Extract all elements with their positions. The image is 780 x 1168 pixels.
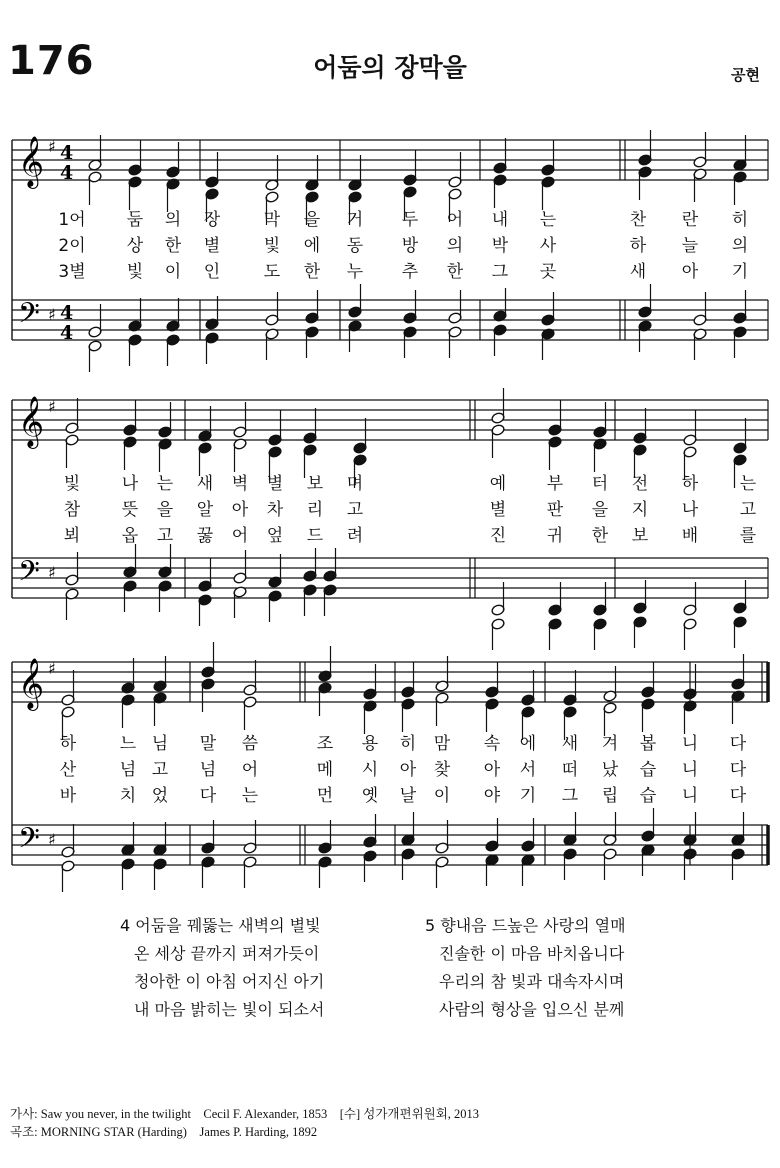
- lyric-syllable: 말: [199, 734, 217, 754]
- lyric-syllable: 진: [489, 526, 507, 546]
- lyric-syllable: 어: [241, 760, 259, 780]
- lyric-syllable: 히: [399, 734, 417, 754]
- key-signature-sharp: ♯: [48, 137, 56, 156]
- lyric-syllable: 둠: [126, 210, 144, 230]
- treble-clef: 𝄞: [18, 136, 45, 187]
- lyric-syllable: 막: [263, 210, 281, 230]
- verse-line: 내 마음 밝히는 빛이 되소서: [134, 1000, 325, 1019]
- lyric-syllable: 전: [631, 474, 649, 494]
- hymn-number: 176: [8, 38, 95, 84]
- hymn-title: 어둠의 장막을: [313, 53, 467, 82]
- lyric-syllable: 한: [164, 236, 182, 256]
- lyric-syllable: 속: [483, 734, 501, 754]
- lyric-row: [0, 260, 780, 284]
- lyric-syllable: 넘: [199, 760, 217, 780]
- lyric-syllable: 씀: [241, 734, 259, 754]
- lyric-syllable: 치: [119, 786, 137, 806]
- lyric-syllable: 차: [266, 500, 284, 520]
- lyric-syllable: 부: [546, 474, 564, 494]
- lyric-row: [0, 208, 780, 232]
- lyric-syllable: 박: [491, 236, 509, 256]
- lyric-syllable: 먼: [316, 786, 334, 806]
- verse-line: 진솔한 이 마음 바치옵니다: [439, 944, 625, 963]
- lyric-syllable: 을: [303, 210, 321, 230]
- lyric-syllable: 립: [601, 786, 619, 806]
- lyric-syllable: 상: [126, 236, 144, 256]
- lyric-syllable: 꿇: [196, 526, 214, 546]
- time-signature: 4: [60, 162, 74, 184]
- lyric-syllable: 아: [483, 760, 501, 780]
- lyric-syllable: 빛: [63, 474, 81, 494]
- lyric-syllable: 나: [681, 500, 699, 520]
- lyric-syllable: 새: [561, 734, 579, 754]
- lyric-syllable: 방: [401, 236, 419, 256]
- lyric-row: [0, 234, 780, 258]
- lyric-syllable: 바: [59, 786, 77, 806]
- lyric-syllable: 엎: [266, 526, 284, 546]
- lyric-syllable: 님: [151, 734, 169, 754]
- lyric-syllable: 떠: [561, 760, 579, 780]
- verse-line: 청아한 이 아침 어지신 아기: [134, 972, 325, 991]
- lyric-syllable: 고: [156, 526, 174, 546]
- lyric-syllable: 참: [63, 500, 81, 520]
- lyric-syllable: 알: [196, 500, 214, 520]
- lyric-syllable: 빛: [126, 262, 144, 282]
- lyric-syllable: 니: [681, 786, 699, 806]
- hymn-category: 공현: [731, 66, 760, 84]
- lyric-syllable: 배: [681, 526, 699, 546]
- lyric-row: [0, 758, 780, 782]
- time-signature: 4: [60, 142, 74, 164]
- lyric-syllable: 예: [489, 474, 507, 494]
- lyric-syllable: 1어: [58, 210, 86, 230]
- lyric-syllable: 한: [303, 262, 321, 282]
- lyric-syllable: 봅: [639, 734, 657, 754]
- lyric-syllable: 별: [266, 474, 284, 494]
- lyric-syllable: 히: [731, 210, 749, 230]
- time-signature: 4: [60, 322, 74, 344]
- lyric-syllable: 아: [399, 760, 417, 780]
- lyric-syllable: 넘: [119, 760, 137, 780]
- bass-clef: 𝄢: [18, 297, 40, 337]
- lyric-syllable: 장: [203, 210, 221, 230]
- lyric-syllable: 벽: [231, 474, 249, 494]
- lyric-syllable: 의: [164, 210, 182, 230]
- lyric-syllable: 인: [203, 262, 221, 282]
- lyric-row: [0, 498, 780, 522]
- verse-line: 4 어둠을 꿰뚫는 새벽의 별빛: [120, 916, 321, 935]
- verse-line: 5 향내음 드높은 사랑의 열매: [425, 916, 626, 935]
- lyric-syllable: 다: [729, 760, 747, 780]
- lyric-syllable: 고: [151, 760, 169, 780]
- lyric-syllable: 새: [629, 262, 647, 282]
- lyric-syllable: 한: [591, 526, 609, 546]
- lyric-syllable: 다: [729, 734, 747, 754]
- lyric-syllable: 이: [433, 786, 451, 806]
- credits: [10, 1105, 479, 1141]
- key-signature-sharp: ♯: [48, 563, 56, 582]
- verse-line: 사람의 형상을 입으신 분께: [439, 1000, 625, 1019]
- lyric-syllable: 고: [346, 500, 364, 520]
- lyric-syllable: 찬: [629, 210, 647, 230]
- lyric-row: [0, 784, 780, 808]
- lyric-syllable: 에: [519, 734, 537, 754]
- lyric-syllable: 옛: [361, 786, 379, 806]
- lyric-syllable: 동: [346, 236, 364, 256]
- lyric-syllable: 서: [519, 760, 537, 780]
- lyric-syllable: 어: [231, 526, 249, 546]
- lyric-syllable: 느: [119, 734, 137, 754]
- lyric-syllable: 하: [629, 236, 647, 256]
- lyric-syllable: 하: [59, 734, 77, 754]
- key-signature-sharp: ♯: [48, 305, 56, 324]
- lyric-syllable: 한: [446, 262, 464, 282]
- lyric-syllable: 메: [316, 760, 334, 780]
- treble-clef: 𝄞: [18, 658, 45, 709]
- lyric-syllable: 곳: [539, 262, 557, 282]
- lyric-syllable: 을: [591, 500, 609, 520]
- lyric-syllable: 보: [306, 474, 324, 494]
- lyric-syllable: 보: [631, 526, 649, 546]
- lyric-syllable: 용: [361, 734, 379, 754]
- lyric-syllable: 귀: [546, 526, 564, 546]
- lyric-syllable: 날: [399, 786, 417, 806]
- lyric-syllable: 니: [681, 734, 699, 754]
- lyric-syllable: 2이: [58, 236, 86, 256]
- lyric-syllable: 나: [121, 474, 139, 494]
- lyric-syllable: 기: [731, 262, 749, 282]
- bass-clef: 𝄢: [18, 555, 40, 595]
- verse-5: [425, 912, 626, 1024]
- lyric-syllable: 누: [346, 262, 364, 282]
- verse-4: [120, 912, 324, 1024]
- credits-tune: 곡조: MORNING STAR (Harding) James P. Harding, 1892: [10, 1125, 318, 1139]
- lyric-syllable: 니: [681, 760, 699, 780]
- lyric-syllable: 옵: [121, 526, 139, 546]
- lyric-syllable: 의: [731, 236, 749, 256]
- lyric-syllable: 이: [164, 262, 182, 282]
- lyric-syllable: 3별: [58, 262, 86, 282]
- lyric-syllable: 습: [639, 760, 657, 780]
- lyric-syllable: 거: [346, 210, 364, 230]
- lyric-syllable: 뜻: [121, 500, 139, 520]
- lyric-syllable: 습: [639, 786, 657, 806]
- time-signature: 4: [60, 302, 74, 324]
- lyric-syllable: 맘: [433, 734, 451, 754]
- key-signature-sharp: ♯: [48, 659, 56, 678]
- verse-line: 우리의 참 빛과 대속자시며: [439, 972, 625, 991]
- lyric-syllable: 별: [203, 236, 221, 256]
- lyric-syllable: 그: [491, 262, 509, 282]
- lyric-syllable: 는: [739, 474, 757, 494]
- lyric-syllable: 판: [546, 500, 564, 520]
- lyric-syllable: 하: [681, 474, 699, 494]
- lyric-syllable: 찾: [433, 760, 451, 780]
- lyric-syllable: 터: [591, 474, 609, 494]
- key-signature-sharp: ♯: [48, 830, 56, 849]
- lyric-row: [0, 524, 780, 548]
- lyric-syllable: 아: [231, 500, 249, 520]
- lyric-syllable: 어: [446, 210, 464, 230]
- lyric-syllable: 추: [401, 262, 419, 282]
- lyric-syllable: 는: [539, 210, 557, 230]
- lyric-row: [0, 472, 780, 496]
- lyric-syllable: 에: [303, 236, 321, 256]
- lyric-syllable: 새: [196, 474, 214, 494]
- lyric-syllable: 을: [156, 500, 174, 520]
- lyric-syllable: 겨: [601, 734, 619, 754]
- lyric-syllable: 다: [729, 786, 747, 806]
- lyric-syllable: 도: [263, 262, 281, 282]
- bass-clef: 𝄢: [18, 822, 40, 862]
- lyric-syllable: 사: [539, 236, 557, 256]
- lyric-syllable: 두: [401, 210, 419, 230]
- lyric-syllable: 야: [483, 786, 501, 806]
- lyric-syllable: 조: [316, 734, 334, 754]
- lyric-row: [0, 732, 780, 756]
- lyric-syllable: 뵈: [63, 526, 81, 546]
- lyric-syllable: 었: [151, 786, 169, 806]
- lyric-syllable: 란: [681, 210, 699, 230]
- lyric-syllable: 아: [681, 262, 699, 282]
- treble-clef: 𝄞: [18, 396, 45, 447]
- verse-line: 온 세상 끝까지 퍼져가듯이: [134, 944, 320, 963]
- credits-lyrics: 가사: Saw you never, in the twilight Cecil F. Alexander, 1853 [수] 성가개편위원회, 2013: [10, 1107, 480, 1121]
- lyric-syllable: 내: [491, 210, 509, 230]
- lyric-syllable: 지: [631, 500, 649, 520]
- lyric-syllable: 별: [489, 500, 507, 520]
- lyric-syllable: 고: [739, 500, 757, 520]
- lyric-syllable: 는: [156, 474, 174, 494]
- lyric-syllable: 는: [241, 786, 259, 806]
- lyric-syllable: 기: [519, 786, 537, 806]
- lyric-syllable: 늘: [681, 236, 699, 256]
- lyric-syllable: 시: [361, 760, 379, 780]
- lyric-syllable: 빛: [263, 236, 281, 256]
- lyric-syllable: 며: [346, 474, 364, 494]
- lyric-syllable: 려: [346, 526, 364, 546]
- lyric-syllable: 산: [59, 760, 77, 780]
- lyric-syllable: 다: [199, 786, 217, 806]
- lyric-syllable: 그: [561, 786, 579, 806]
- lyric-syllable: 의: [446, 236, 464, 256]
- key-signature-sharp: ♯: [48, 397, 56, 416]
- lyric-syllable: 드: [306, 526, 324, 546]
- lyric-syllable: 났: [601, 760, 619, 780]
- lyric-syllable: 를: [739, 526, 757, 546]
- lyric-syllable: 리: [306, 500, 324, 520]
